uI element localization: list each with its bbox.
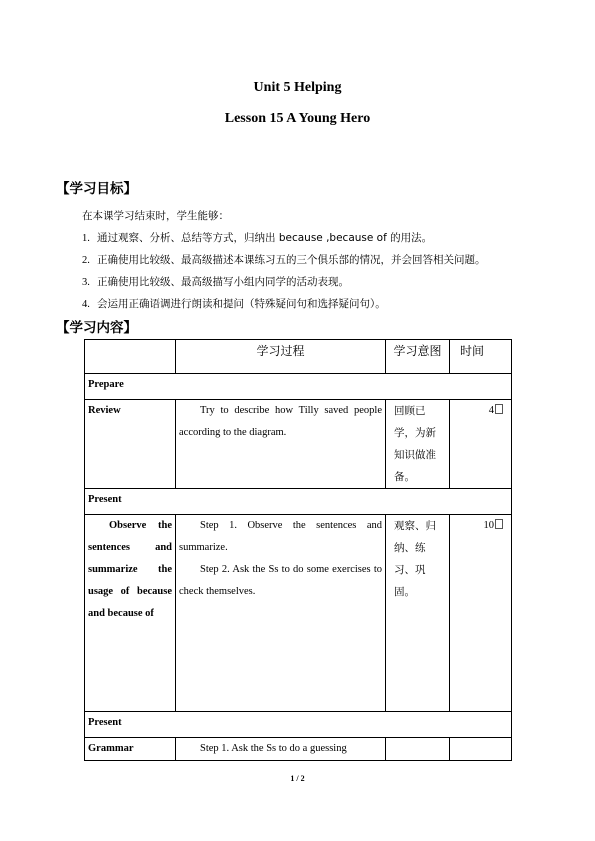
objective-item <box>82 252 486 267</box>
header-process: 学习过程 <box>176 340 386 374</box>
objective-item <box>82 296 386 311</box>
time-cell <box>450 515 512 712</box>
lesson-plan-table <box>84 339 512 761</box>
time-cell <box>450 738 512 761</box>
stage-cell: Grammar <box>85 738 176 761</box>
lesson-title: Lesson 15 A Young Hero <box>224 111 371 126</box>
table-row <box>85 400 512 489</box>
section-row-present <box>85 712 512 738</box>
header-time: 时间 <box>450 340 512 374</box>
time-value: 10 <box>483 520 494 531</box>
header-intent: 学习意图 <box>386 340 450 374</box>
section-label: Present <box>85 712 512 738</box>
intent-cell <box>386 738 450 761</box>
intent-cell: 回顾已学，为新知识做准备。 <box>386 400 450 489</box>
section-label: Present <box>85 489 512 515</box>
unit-box-icon <box>495 404 503 414</box>
process-cell <box>176 738 386 761</box>
time-value: 4 <box>488 405 494 416</box>
content-heading: 【学习内容】 <box>56 320 137 336</box>
process-step: Step 1. Observe the sentences and summarize. <box>179 520 382 553</box>
process-cell <box>176 400 386 489</box>
objective-number: 2. <box>82 255 90 266</box>
objective-number: 4. <box>82 299 90 310</box>
process-step: Step 1. Ask the Ss to do a guessing <box>200 743 347 754</box>
stage-cell: Observe the sentences and summarize the usage of because and because of <box>85 515 176 712</box>
objective-item <box>82 230 432 245</box>
table-row <box>85 515 512 712</box>
process-step: Try to describe how Tilly saved people according to the diagram. <box>179 405 382 438</box>
process-step: Step 2. Ask the Ss to do some exercises to check themselves. <box>179 564 382 597</box>
section-row-prepare <box>85 374 512 400</box>
table-header-row <box>85 340 512 374</box>
objective-number: 1. <box>82 233 90 244</box>
intent-cell: 观察、归纳、练习、巩固。 <box>386 515 450 712</box>
section-label: Prepare <box>85 374 512 400</box>
objective-item <box>82 274 349 289</box>
objective-text: 通过观察、分析、总结等方式，归纳出 because ,because of 的用法。 <box>97 232 433 244</box>
section-row-present <box>85 489 512 515</box>
header-stage <box>85 340 176 374</box>
objective-text: 正确使用比较级、最高级描写小组内同学的活动表现。 <box>97 276 349 288</box>
stage-cell: Review <box>85 400 176 489</box>
objective-number: 3. <box>82 277 90 288</box>
unit-box-icon <box>495 519 503 529</box>
table-row <box>85 738 512 761</box>
objective-text: 会运用正确语调进行朗读和提问（特殊疑问句和选择疑问句）。 <box>97 298 386 310</box>
objective-text: 正确使用比较级、最高级描述本课练习五的三个俱乐部的情况，并会回答相关问题。 <box>97 254 486 266</box>
time-cell <box>450 400 512 489</box>
objectives-heading: 【学习目标】 <box>56 181 137 197</box>
objectives-intro: 在本课学习结束时，学生能够： <box>82 210 229 222</box>
page-number: 1 / 2 <box>290 774 305 783</box>
unit-title: Unit 5 Helping <box>253 80 342 95</box>
process-cell <box>176 515 386 712</box>
